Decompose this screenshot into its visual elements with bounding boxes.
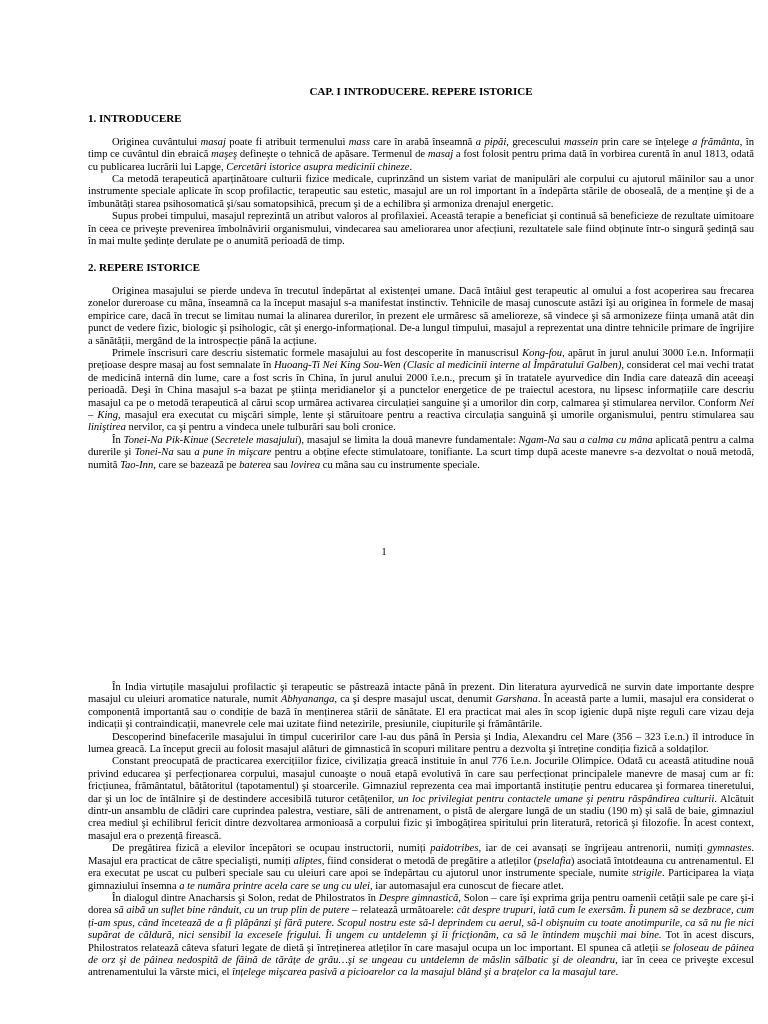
section-2-heading: 2. REPERE ISTORICE <box>88 262 200 275</box>
alexander-paragraph: Descoperind binefacerile masajului în timpul cuceririlor care l-au dus până în Persia şi India, Alexandru cel Mare (356 – 323 î.e.n.) îl introduce în lumea greacă. La început grecii au folosit masajul alături de gimnastică în scopuri militare pentru a dezvolta şi întreține condiția fizică a soldaților. <box>88 731 754 756</box>
intro-paragraph-1: Originea cuvântului masaj poate fi atribuit termenului mass care în arabă înseamnă a pipăi, grecescului massein prin care se înțelege a frământa, în timp ce cuvântul din ebraică maşeş defineşte o tehnică de apăsare. Termenul de masaj a fost folosit pentru prima dată în vorbirea curentă în anul 1813, odată cu publicarea lucrării lui Lapge, Cercetări istorice asupra medicinii chineze. <box>88 136 754 173</box>
training-paragraph: De pregătirea fizică a elevilor începători se ocupau instructorii, numiți paidotribes, iar de cei avansați se îngrijeau antrenorii, numiți gymnastes. Masajul era practicat de către specialişti, numiți aliptes, fiind considerat o metodă de pregătire a atleților (pselafia) asociată întotdeauna cu antrenamentul. El era executat pe uscat cu pulberi speciale sau cu uleiuri care apoi se îndepărtau cu ajutorul unor instrumente speciale, numite strigile. Participarea la viața gimnaziului însemna a te număra printre acela care se ung cu ulei, iar automasajul era cunoscut de fiecare atlet. <box>88 843 754 892</box>
history-paragraph-3: În Tonei-Na Pik-Kinue (Secretele masajului), masajul se limita la două manevre fundamentale: Ngam-Na sau a calma cu mâna aplicată pentru a calma durerile şi Tonei-Na sau a pune în mişcare pentru a obține efecte stimulatoare, tonifiante. La scurt timp după aceste manevre s-a dezvoltat o nouă metodă, numită Tao-Inn, care se bazează pe baterea sau lovirea cu mâna sau cu instrumente speciale. <box>88 434 755 471</box>
history-paragraph-1: Originea masajului se pierde undeva în trecutul îndepărtat al existenței umane. Dacă întâiul gest terapeutic al omului a fost acoperirea sau frecarea zonelor dureroase cu mâna, înseamnă ca la început masajul s-a manifestat instinctiv. Tehnicile de masaj cunoscute astăzi îşi au originea în formele de masaj empirice care, dacă în trecut se limitau numai la alinarea durerilor, în prezent ele urmăresc să amelioreze, să vindece şi să armonizeze ființa umană atât din punct de vedere fizic, biologic şi psihologic, cât şi energo-informațional. De-a lungul timpului, masajul a reprezentat una dintre tehnicile primare de îngrijire a sănătății, mergând de la introspecție până la acțiune. <box>88 285 754 347</box>
page-break <box>0 610 768 640</box>
history-paragraph-2: Primele înscrisuri care descriu sistematic formele masajului au fost descoperite în manuscrisul Kong-fou, apărut în jurul anului 3000 î.e.n. Informații prețioase despre masaj au fost semnalate în Huoang-Ti Nei King Sou-Wen (Clasic al medicinii interne al Împăratului Galben), considerat cel mai vechi tratat de medicină internă din lume, care a fost scris în China, în jurul anului 2000 î.e.n., precum şi în tratatele ayurvedice din India care datează din aceeaşi perioadă. Deşi în China masajul s-a bazat pe ştiința meridianelor şi a punctelor energetice de pe traiectul acestora, nu lipsesc informațiile care descriu masajul ca pe o metodă terapeutică al cărui scop urmărea activarea circulației sanguine şi a umorilor din corp, calmarea şi stimularea nervilor. Conform Nei – King, masajul era executat cu mişcări simple, lente şi stăruitoare pentru a reactiva circulația sanguină şi umorile organismului, pentru stimularea sau liniştirea nervilor, ca şi pentru a vindeca unele tulburări sau boli cronice. <box>88 347 754 434</box>
intro-paragraph-3: Supus probei timpului, masajul reprezintă un atribut valoros al profilaxiei. Această terapie a beneficiat şi continuă să beneficieze de rezultate uimitoare în ceea ce priveşte prevenirea îmbolnăvirii organismului, vindecarea sau ameliorarea unor afecțiuni, rezultatele sale fiind obținute într-o singură şedință sau în mai multe şedințe derulate pe o anumită perioadă de timp. <box>88 211 754 248</box>
dialogue-paragraph: În dialogul dintre Anacharsis şi Solon, redat de Philostratos în Despre gimnastică, Solon – care îşi exprima grija pentru oamenii cetății sale pe care şi-i dorea să aibă un suflet bine rânduit, cu un trup plin de putere – relatează următoarele: cât despre trupuri, iată cum le exersăm. Îi punem să se dezbrace, cum ți-am spus, când încetează de a fi plăpânzi şi fără putere. Scopul nostru este să-l deprindem cu aerul, să-l obişnuim cu toate anotimpurile, ca să nu fie nici supărat de căldură, nici sensibil la excesele frigului. Îi ungem cu untdelemn şi îi fricționăm, ca să le întindem muşchii mai bine. Tot în acest discurs, Philostratos relatează câteva sfaturi legate de dietă şi întreținerea atleților în care masajul ocupa un loc important. El spunea că atleții se foloseau de pâinea de orz şi de pâinea nedospită de făină de tărâțe de grâu…şi se ungeau cu untdelemn de măslin sălbatic şi de oleandru, iar în ceea ce priveşte excesul antrenamentului la vârste mici, el înțelege mişcarea pasivă a picioarelor ca la masajul blând şi a brațelor ca la masajul tare. <box>88 892 754 979</box>
greece-paragraph: Constant preocupată de practicarea exercițiilor fizice, civilizația greacă instituie în anul 776 î.e.n. Jocurile Olimpice. Odată cu această atitudine nouă privind educarea şi perfecționarea corpului, masajul cunoaşte o nouă etapă evolutivă în care sau perfecționat principalele manevre de masaj cum ar fi: fricțiunea, frământatul, bătătoritul (tapotamentul) şi stoarcerile. Gimnaziul reprezenta cea mai importantă instituție pentru educarea şi formarea tineretului, dar şi un loc de întâlnire şi de destindere accesibilă tuturor cetățenilor, un loc privilegiat pentru contactele umane şi pentru răspândirea culturii. Alcătuit dintr-un ansamblu de clădiri care cuprindea palestra, vestiare, săli de antrenament, o pistă de alergare lungă de un stadiu (190 m) şi sală de baie, gimnaziul crea mediul şi echilibrul fericit dintre dezvoltarea armonioasă a corpului fizic şi îmbogățirea spiritului prin literatură, retorică şi filozofie. În acest context, masajul era o prezență firească. <box>88 756 754 842</box>
page-2-content <box>88 682 754 980</box>
document-page-2 <box>0 640 768 1024</box>
intro-paragraph-2: Ca metodă terapeutică aparținătoare culturii fizice medicale, cuprinzând un sistem variat de manipulări ale corpului cu ajutorul mâinilor sau a unor instrumente speciale aplicate în scop profilactic, terapeutic sau estetic, masajul are un rol important în a îndepărta stările de oboseală, de a menține şi de a îmbunătăți starea psihosomatică şi/sau somatopsihică, precum şi de a echilibra şi armoniza drenajul energetic. <box>88 174 754 210</box>
page-1-content <box>88 86 754 472</box>
page-number: 1 <box>381 546 387 558</box>
section-1-heading: 1. INTRODUCERE <box>88 113 182 126</box>
india-paragraph: În India virtuțile masajului profilactic şi terapeutic se păstrează intacte până în prezent. Din literatura ayurvedică ne survin date importante despre masajul cu uleiuri aromatice naturale, numit Abhyananga, ca şi despre masajul uscat, denumit Garshana. În această parte a lumii, masajul era considerat o componentă importantă sau o condiție de bază în menținerea stării de sănătate. El era practicat mai ales în scop igienic după nişte reguli care vizau deja indicații şi contraindicații, manevrele cele mai uzitate fiind netezirile, presiunile, ciupiturile şi frământările. <box>88 682 754 731</box>
chapter-title: CAP. I INTRODUCERE. REPERE ISTORICE <box>309 86 533 98</box>
